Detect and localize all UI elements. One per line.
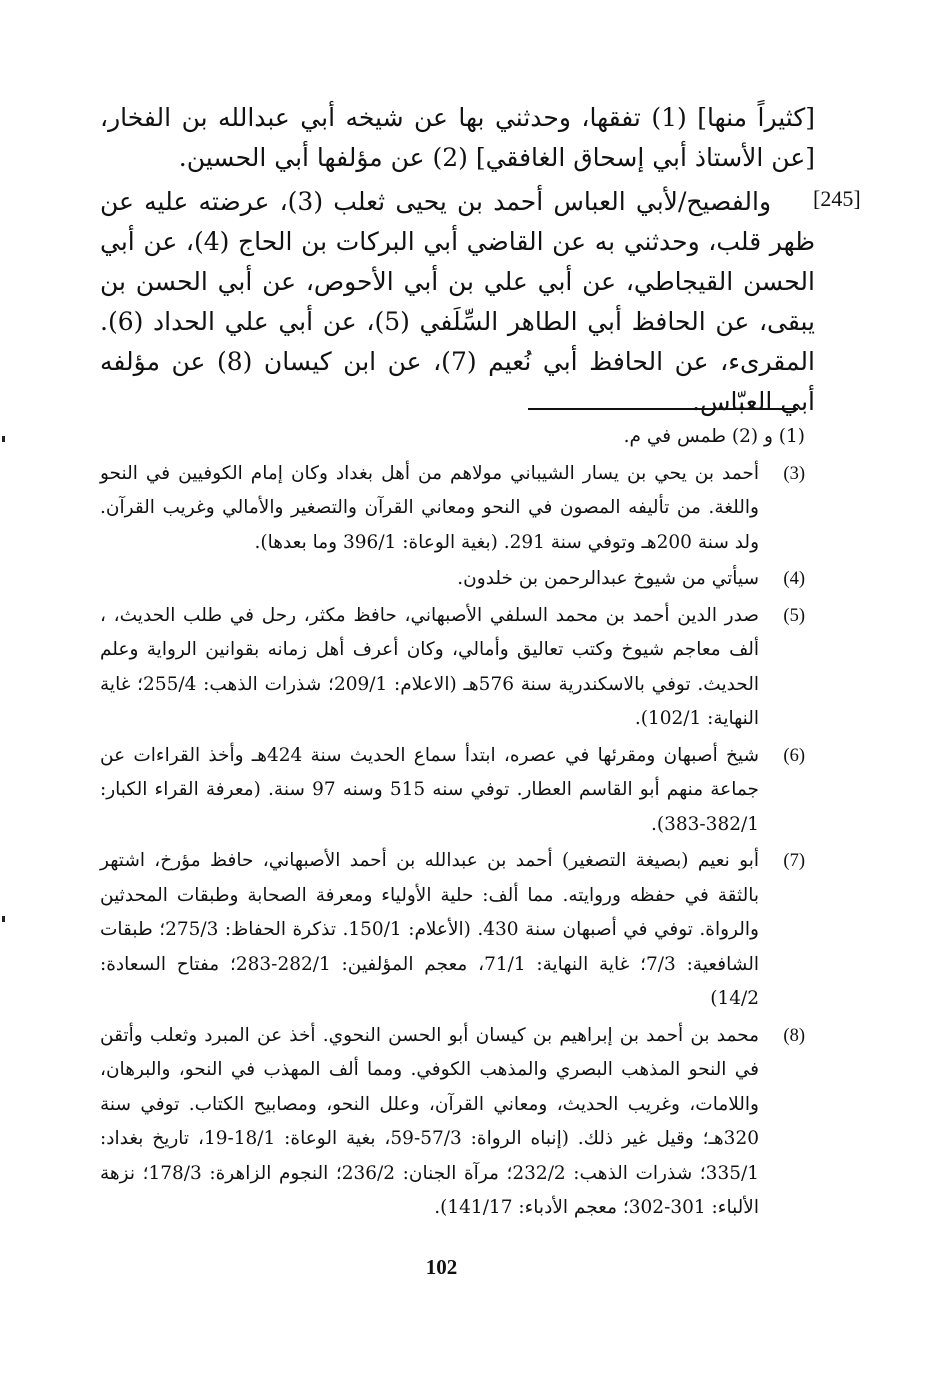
main-paragraph: والفصيح/لأبي العباس أحمد بن يحيى ثعلب (3)، عرضته عليه عن ظهر قلب، وحدثني به عن القاضي أبي البركات بن الحاج (4)، عن أبي الحسن القيجاطي، عن أبي علي بن أبي الأحوص، عن أبي الحسن بن يبقى، عن الحافظ أبي الطاهر السِّلَفي (5)، عن أبي علي الحداد (6). المقرىء، عن الحافظ أبي نُعيم (7)، عن ابن كيسان (8) عن مؤلفه أبي العبّاس. [100, 187, 815, 416]
footnote-item [100, 1019, 805, 1226]
footnote-text: (1) و (2) طمس في م. [623, 426, 805, 447]
footnote-number: (4) [783, 569, 805, 589]
main-text-block [100, 98, 815, 422]
footnote-item [100, 457, 805, 561]
footnote-number: (5) [783, 605, 805, 626]
page-reference-marker: [245] [813, 186, 861, 211]
footnote-number: (3) [783, 463, 805, 484]
footnote-item [100, 562, 805, 597]
footnote-text: محمد بن أحمد بن إبراهيم بن كيسان أبو الحسن النحوي. أخذ عن المبرد وثعلب وأتقن في النحو المذهب البصري والمذهب الكوفي. ومما ألف المهذب في النحو، والبرهان، واللامات، وغريب الحديث، ومعاني القرآن، وعلل النحو، ومصابيح الكتاب. توفي سنة 320هـ؛ وقيل غير ذلك. (إنباه الرواة: 57/3-59، بغية الوعاة: 18/1-19، تاريخ بغداد: 335/1؛ شذرات الذهب: 232/2؛ مرآة الجنان: 236/2؛ النجوم الزاهرة: 178/3؛ نزهة الألباء: 301-302؛ معجم الأدباء: 141/17). [100, 1024, 759, 1218]
page-number: 102 [425, 1255, 458, 1279]
footnote-item [100, 739, 805, 843]
scan-edge-mark [2, 436, 5, 442]
scan-edge-mark [2, 916, 5, 922]
footnotes-section [100, 420, 805, 1228]
footnote-text: أحمد بن يحي بن يسار الشيباني مولاهم من أهل بغداد وكان إمام الكوفيين في النحو واللغة. من تأليفه المصون في النحو ومعاني القرآن والتصغير والأمالي وغريب القرآن. ولد سنة 200هـ وتوفي سنة 291. (بغية الوعاة: 396/1 وما بعدها). [100, 462, 759, 553]
footnote-divider [528, 408, 798, 410]
footnote-number: (6) [783, 745, 805, 766]
footnote-text: سيأتي من شيوخ عبدالرحمن بن خلدون. [457, 568, 759, 589]
footnote-text: أبو نعيم (بصيغة التصغير) أحمد بن عبدالله بن أحمد الأصبهاني، حافظ مؤرخ، اشتهر بالثقة في حفظه وروايته. مما ألف: حلية الأولياء ومعرفة الصحابة وطبقات المحدثين والرواة. توفي في أصبهان سنة 430. (الأعلام: 150/1. تذكرة الحفاظ: 275/3؛ طبقات الشافعية: 7/3؛ غاية النهاية: 71/1، معجم المؤلفين: 282/1-283؛ مفتاح السعادة: 14/2) [100, 850, 759, 1009]
main-paragraph: [كثيراً منها] (1) تفقها، وحدثني بها عن شيخه أبي عبدالله بن الفخار، [عن الأستاذ أبي إسحاق الغافقي] (2) عن مؤلفها أبي الحسين. [100, 103, 815, 172]
footnote-text: صدر الدين أحمد بن محمد السلفي الأصبهاني، حافظ مكثر، رحل في طلب الحديث، ، ألف معاجم شيوخ وكتب تعاليق وأمالي، وكان أعرف أهل زمانه بقوانين الرواية وعلم الحديث. توفي بالاسكندرية سنة 576هـ (الاعلام: 209/1؛ شذرات الذهب: 255/4؛ غاية النهاية: 102/1). [100, 604, 760, 729]
footnote-text: شيخ أصبهان ومقرئها في عصره، ابتدأ سماع الحديث سنة 424هـ وأخذ القراءات عن جماعة منهم أبو القاسم العطار. توفي سنه 515 وسنه 97 سنة. (معرفة القراء الكبار: 382/1-383). [100, 744, 759, 835]
footnote-item [100, 599, 805, 737]
footnote-item [100, 844, 805, 1017]
footnote-item [100, 420, 805, 455]
footnote-number: (8) [783, 1025, 805, 1046]
footnote-number: (7) [783, 851, 805, 871]
